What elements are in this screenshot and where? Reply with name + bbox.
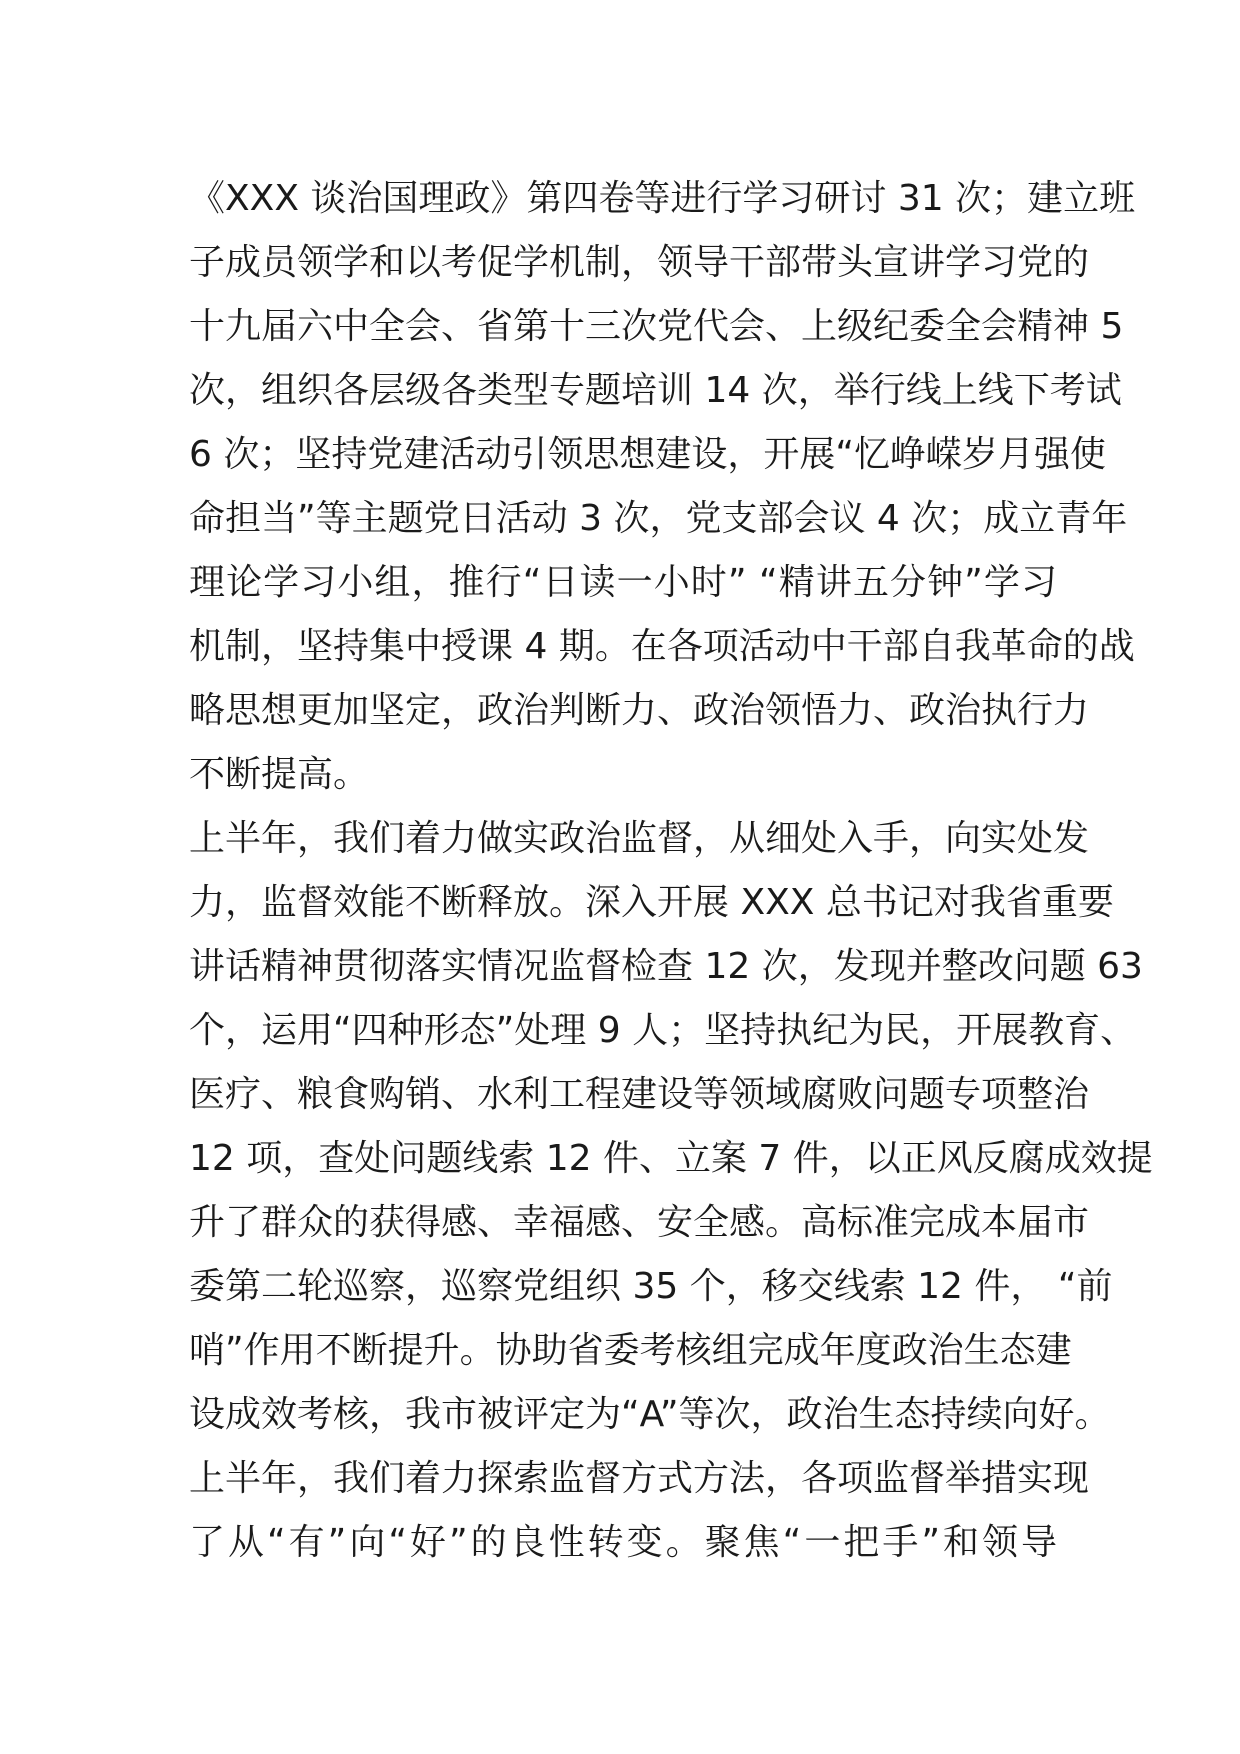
text-line: 《XXX 谈治国理政》第四卷等进行学习研讨 31 次；建立班 — [189, 178, 1136, 219]
text-line: 子成员领学和以考促学机制，领导干部带头宣讲学习党的 — [189, 242, 1090, 283]
text-line: 哨”作用不断提升。协助省委考核组完成年度政治生态建 — [189, 1330, 1072, 1371]
text-line: 上半年，我们着力探索监督方式方法，各项监督举措实现 — [189, 1458, 1090, 1499]
text-line: 命担当”等主题党日活动 3 次，党支部会议 4 次；成立青年 — [189, 498, 1128, 539]
text-line: 设成效考核，我市被评定为“A”等次，政治生态持续向好。 — [189, 1394, 1111, 1435]
text-line: 了从“有”向“好”的良性转变。聚焦“一把手”和领导 — [189, 1522, 1057, 1563]
text-line: 个，运用“四种形态”处理 9 人；坚持执纪为民，开展教育、 — [189, 1010, 1137, 1051]
text-line: 上半年，我们着力做实政治监督，从细处入手，向实处发 — [189, 818, 1090, 859]
text-line: 6 次；坚持党建活动引领思想建设，开展“忆峥嵘岁月强使 — [189, 434, 1106, 475]
text-line: 十九届六中全会、省第十三次党代会、上级纪委全会精神 5 — [189, 306, 1124, 347]
text-line: 讲话精神贯彻落实情况监督检查 12 次，发现并整改问题 63 — [189, 946, 1143, 987]
text-line: 12 项，查处问题线索 12 件、立案 7 件，以正风反腐成效提 — [189, 1138, 1153, 1179]
text-line: 略思想更加坚定，政治判断力、政治领悟力、政治执行力 — [189, 690, 1090, 731]
text-line: 委第二轮巡察，巡察党组织 35 个，移交线索 12 件， “前 — [189, 1266, 1113, 1307]
text-line: 机制，坚持集中授课 4 期。在各项活动中干部自我革命的战 — [189, 626, 1135, 667]
text-line: 力，监督效能不断释放。深入开展 XXX 总书记对我省重要 — [189, 882, 1114, 923]
text-line: 次，组织各层级各类型专题培训 14 次，举行线上线下考试 — [189, 370, 1122, 411]
text-line: 升了群众的获得感、幸福感、安全感。高标准完成本届市 — [189, 1202, 1090, 1243]
text-line: 理论学习小组，推行“日读一小时” “精讲五分钟”学习 — [189, 562, 1057, 603]
text-line: 不断提高。 — [189, 754, 370, 795]
text-line: 医疗、粮食购销、水利工程建设等领域腐败问题专项整治 — [189, 1074, 1090, 1115]
document-body — [189, 167, 1153, 1575]
